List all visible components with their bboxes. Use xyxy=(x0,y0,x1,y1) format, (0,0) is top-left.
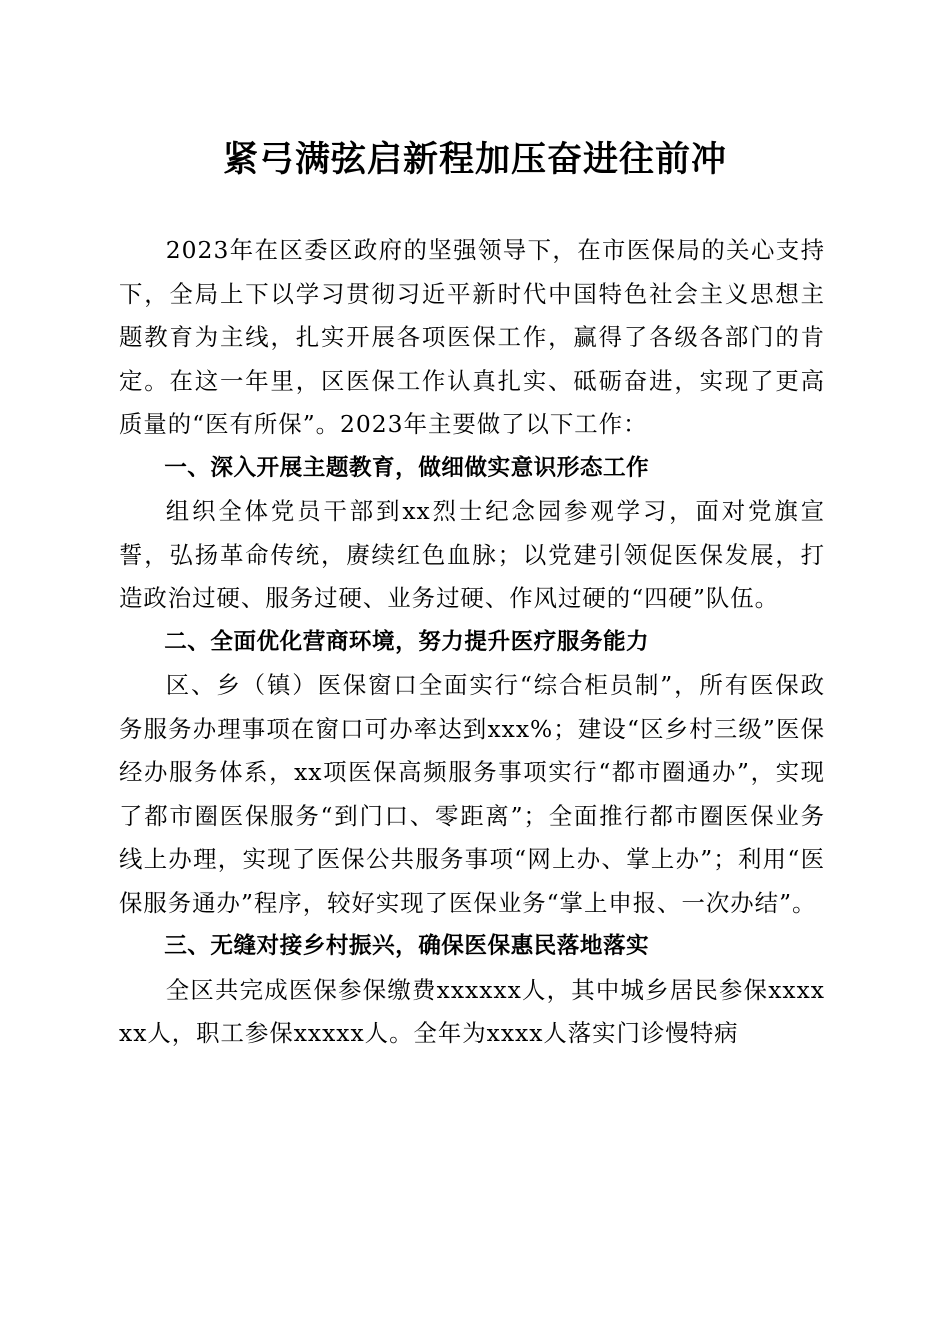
document-body xyxy=(119,229,825,1056)
section-paragraph-1: 组织全体党员干部到xx烈士纪念园参观学习，面对党旗宣誓，弘扬革命传统，赓续红色血脉；以党建引领促医保发展，打造政治过硬、服务过硬、业务过硬、作风过硬的“四硬”队伍。 xyxy=(119,497,825,612)
document-title: 紧弓满弦启新程加压奋进往前冲 xyxy=(222,139,727,180)
section-paragraph-3: 全区共完成医保参保缴费xxxxxx人，其中城乡居民参保xxxxxx人，职工参保xxxxx人。全年为xxxx人落实门诊慢特病 xyxy=(119,975,825,1047)
section-heading-3: 三、无缝对接乡村振兴，确保医保惠民落地落实 xyxy=(164,933,650,959)
section-heading-1: 一、深入开展主题教育，做细做实意识形态工作 xyxy=(164,454,650,481)
section-paragraph-2: 区、乡（镇）医保窗口全面实行“综合柜员制”，所有医保政务服务办理事项在窗口可办率达到xxx%；建设“区乡村三级”医保经办服务体系，xx项医保高频服务事项实行“都市圈通办”，实现了都市圈医保服务“到门口、零距离”；全面推行都市圈医保业务线上办理，实现了医保公共服务事项“网上办、掌上办”；利用“医保服务通办”程序，较好实现了医保业务“掌上申报、一次办结”。 xyxy=(119,671,825,917)
section-heading-2: 二、全面优化营商环境，努力提升医疗服务能力 xyxy=(164,628,650,655)
intro-paragraph: 2023年在区委区政府的坚强领导下，在市医保局的关心支持下，全局上下以学习贯彻习近平新时代中国特色社会主义思想主题教育为主线，扎实开展各项医保工作，赢得了各级各部门的肯定。在这一年里，区医保工作认真扎实、砥砺奋进，实现了更高质量的“医有所保”。2023年主要做了以下工作： xyxy=(119,236,825,438)
